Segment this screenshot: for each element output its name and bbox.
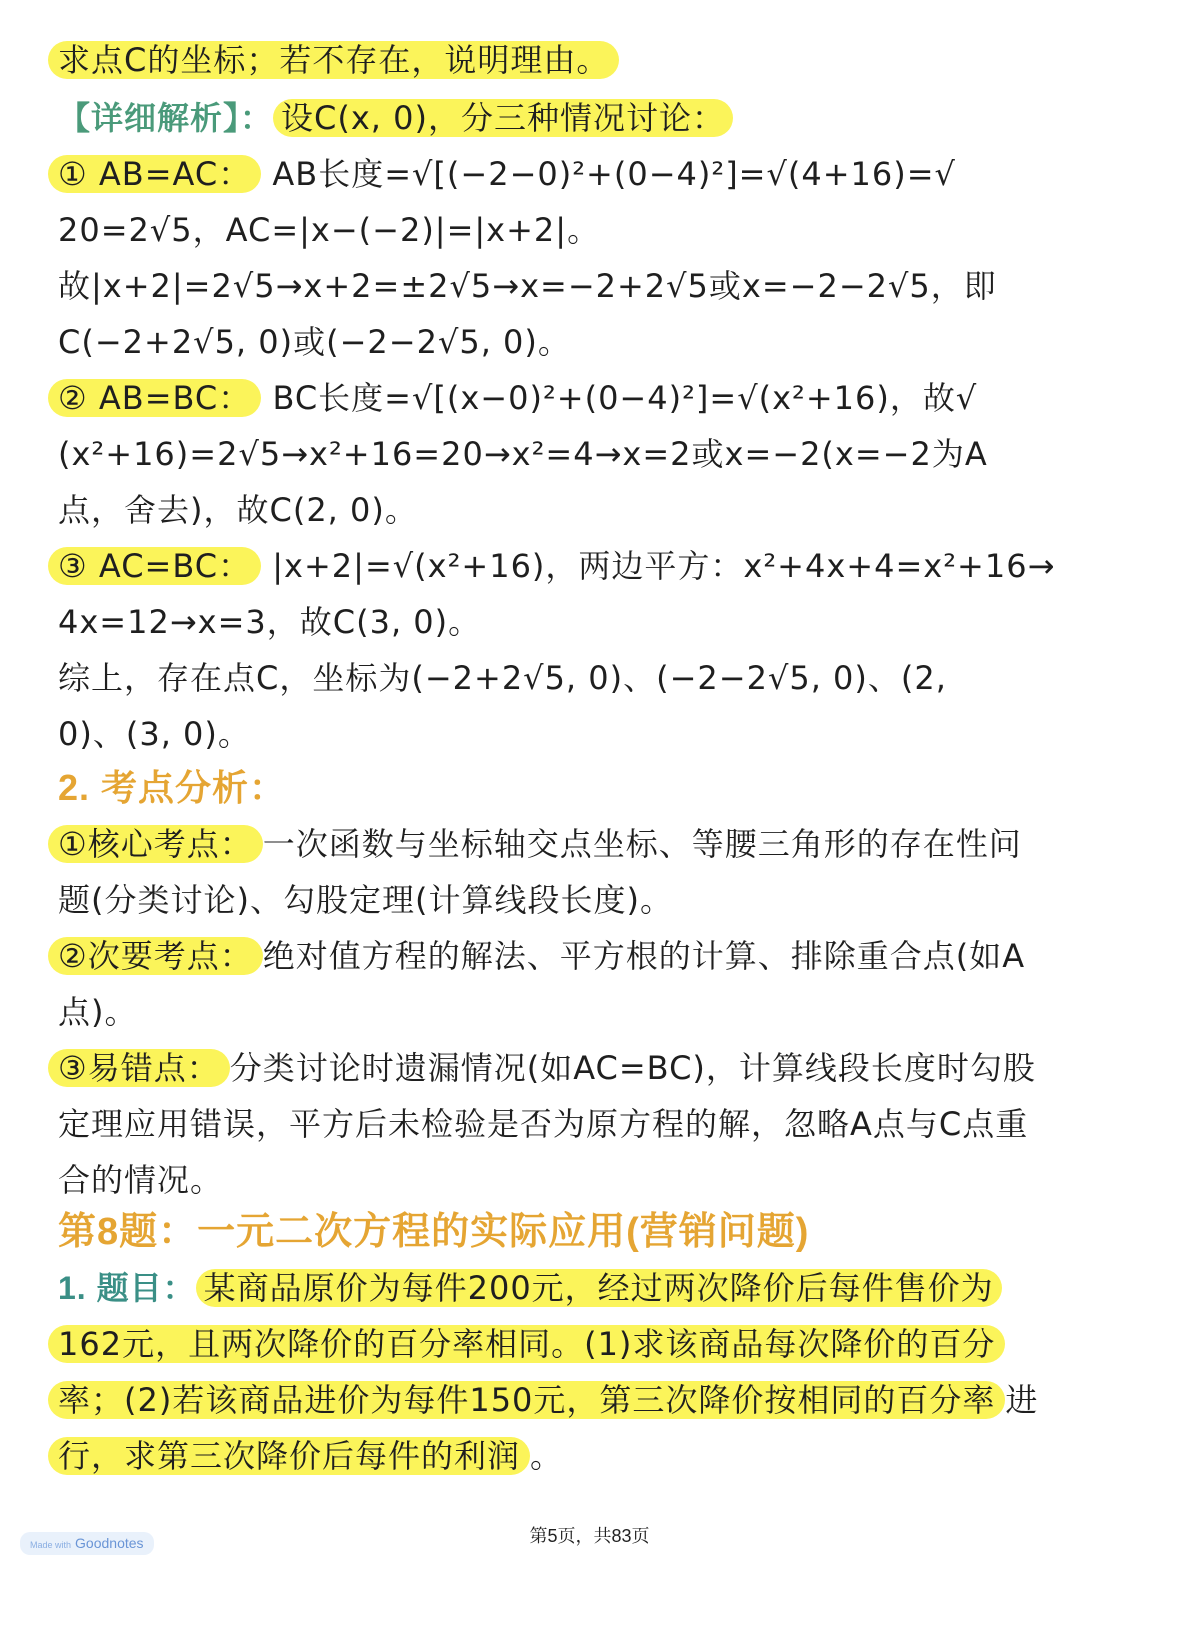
text-line: 综上，存在点C，坐标为(−2+2√5, 0)、(−2−2√5, 0)、(2, <box>58 659 947 697</box>
section-heading: 2. 考点分析： <box>58 767 287 808</box>
text-line <box>58 822 1022 866</box>
highlighted-text: 某商品原价为每件200元，经过两次降价后每件售价为 <box>196 1269 1002 1307</box>
text-line <box>58 38 619 82</box>
highlighted-text: 率；(2)若该商品进价为每件150元，第三次降价按相同的百分率 <box>48 1381 1005 1419</box>
text-line: 合的情况。 <box>58 1161 224 1199</box>
text-line <box>58 544 1055 588</box>
body-text: 绝对值方程的解法、平方根的计算、排除重合点(如A <box>262 937 1026 975</box>
highlighted-text: 行，求第三次降价后每件的利润 <box>48 1437 530 1475</box>
case-label: ③ AC=BC： <box>48 547 261 585</box>
text-line: (x²+16)=2√5→x²+16=20→x²=4→x=2或x=−2(x=−2为A <box>58 435 988 473</box>
text-line <box>58 1322 1005 1366</box>
text-line: 0)、(3, 0)。 <box>58 715 251 753</box>
page-number: 第5页，共83页 <box>529 1526 650 1546</box>
text-line <box>58 1378 1038 1422</box>
body-text: BC长度=√[(x−0)²+(0−4)²]=√(x²+16)，故√ <box>272 379 978 417</box>
text-line <box>58 96 733 140</box>
problem-title: 第8题：一元二次方程的实际应用(营销问题) <box>58 1211 810 1253</box>
text-line: 点)。 <box>58 993 138 1031</box>
text-line: 点，舍去)，故C(2, 0)。 <box>58 491 418 529</box>
body-text: 分类讨论时遗漏情况(如AC=BC)，计算线段长度时勾股 <box>229 1049 1036 1087</box>
body-text: 一次函数与坐标轴交点坐标、等腰三角形的存在性问 <box>262 825 1022 863</box>
section-label: 1. 题目： <box>58 1270 196 1306</box>
section-label: 【详细解析】： <box>58 100 274 136</box>
text-line <box>58 152 956 196</box>
point-label: ②次要考点： <box>48 937 263 975</box>
text-line <box>58 376 977 420</box>
text-line: 故|x+2|=2√5→x+2=±2√5→x=−2+2√5或x=−2−2√5，即 <box>58 267 997 305</box>
text-line: C(−2+2√5, 0)或(−2−2√5, 0)。 <box>58 323 571 361</box>
case-label: ② AB=BC： <box>48 379 261 417</box>
body-text: |x+2|=√(x²+16)，两边平方：x²+4x+4=x²+16→ <box>272 547 1056 585</box>
text-line: 题(分类讨论)、勾股定理(计算线段长度)。 <box>58 881 673 919</box>
highlighted-text: 162元，且两次降价的百分率相同。(1)求该商品每次降价的百分 <box>48 1325 1005 1363</box>
text-line <box>58 1266 1002 1310</box>
highlighted-text: 求点C的坐标；若不存在，说明理由。 <box>48 41 619 79</box>
goodnotes-logo: Goodnotes <box>75 1535 144 1551</box>
body-text: 。 <box>530 1437 564 1475</box>
case-label: ① AB=AC： <box>48 155 261 193</box>
point-label: ③易错点： <box>48 1049 230 1087</box>
text-line: 20=2√5，AC=|x−(−2)|=|x+2|。 <box>58 211 601 249</box>
badge-caption: Made with <box>30 1540 72 1550</box>
body-text: 进 <box>1005 1381 1039 1419</box>
text-line <box>58 1046 1036 1090</box>
point-label: ①核心考点： <box>48 825 263 863</box>
goodnotes-badge <box>20 1532 154 1555</box>
text-line <box>58 1434 563 1478</box>
text-line <box>58 934 1025 978</box>
highlighted-text: 设C(x, 0)，分三种情况讨论： <box>273 99 733 137</box>
text-line: 4x=12→x=3，故C(3, 0)。 <box>58 603 482 641</box>
body-text: AB长度=√[(−2−0)²+(0−4)²]=√(4+16)=√ <box>272 155 956 193</box>
text-line: 定理应用错误，平方后未检验是否为原方程的解，忽略A点与C点重 <box>58 1105 1029 1143</box>
